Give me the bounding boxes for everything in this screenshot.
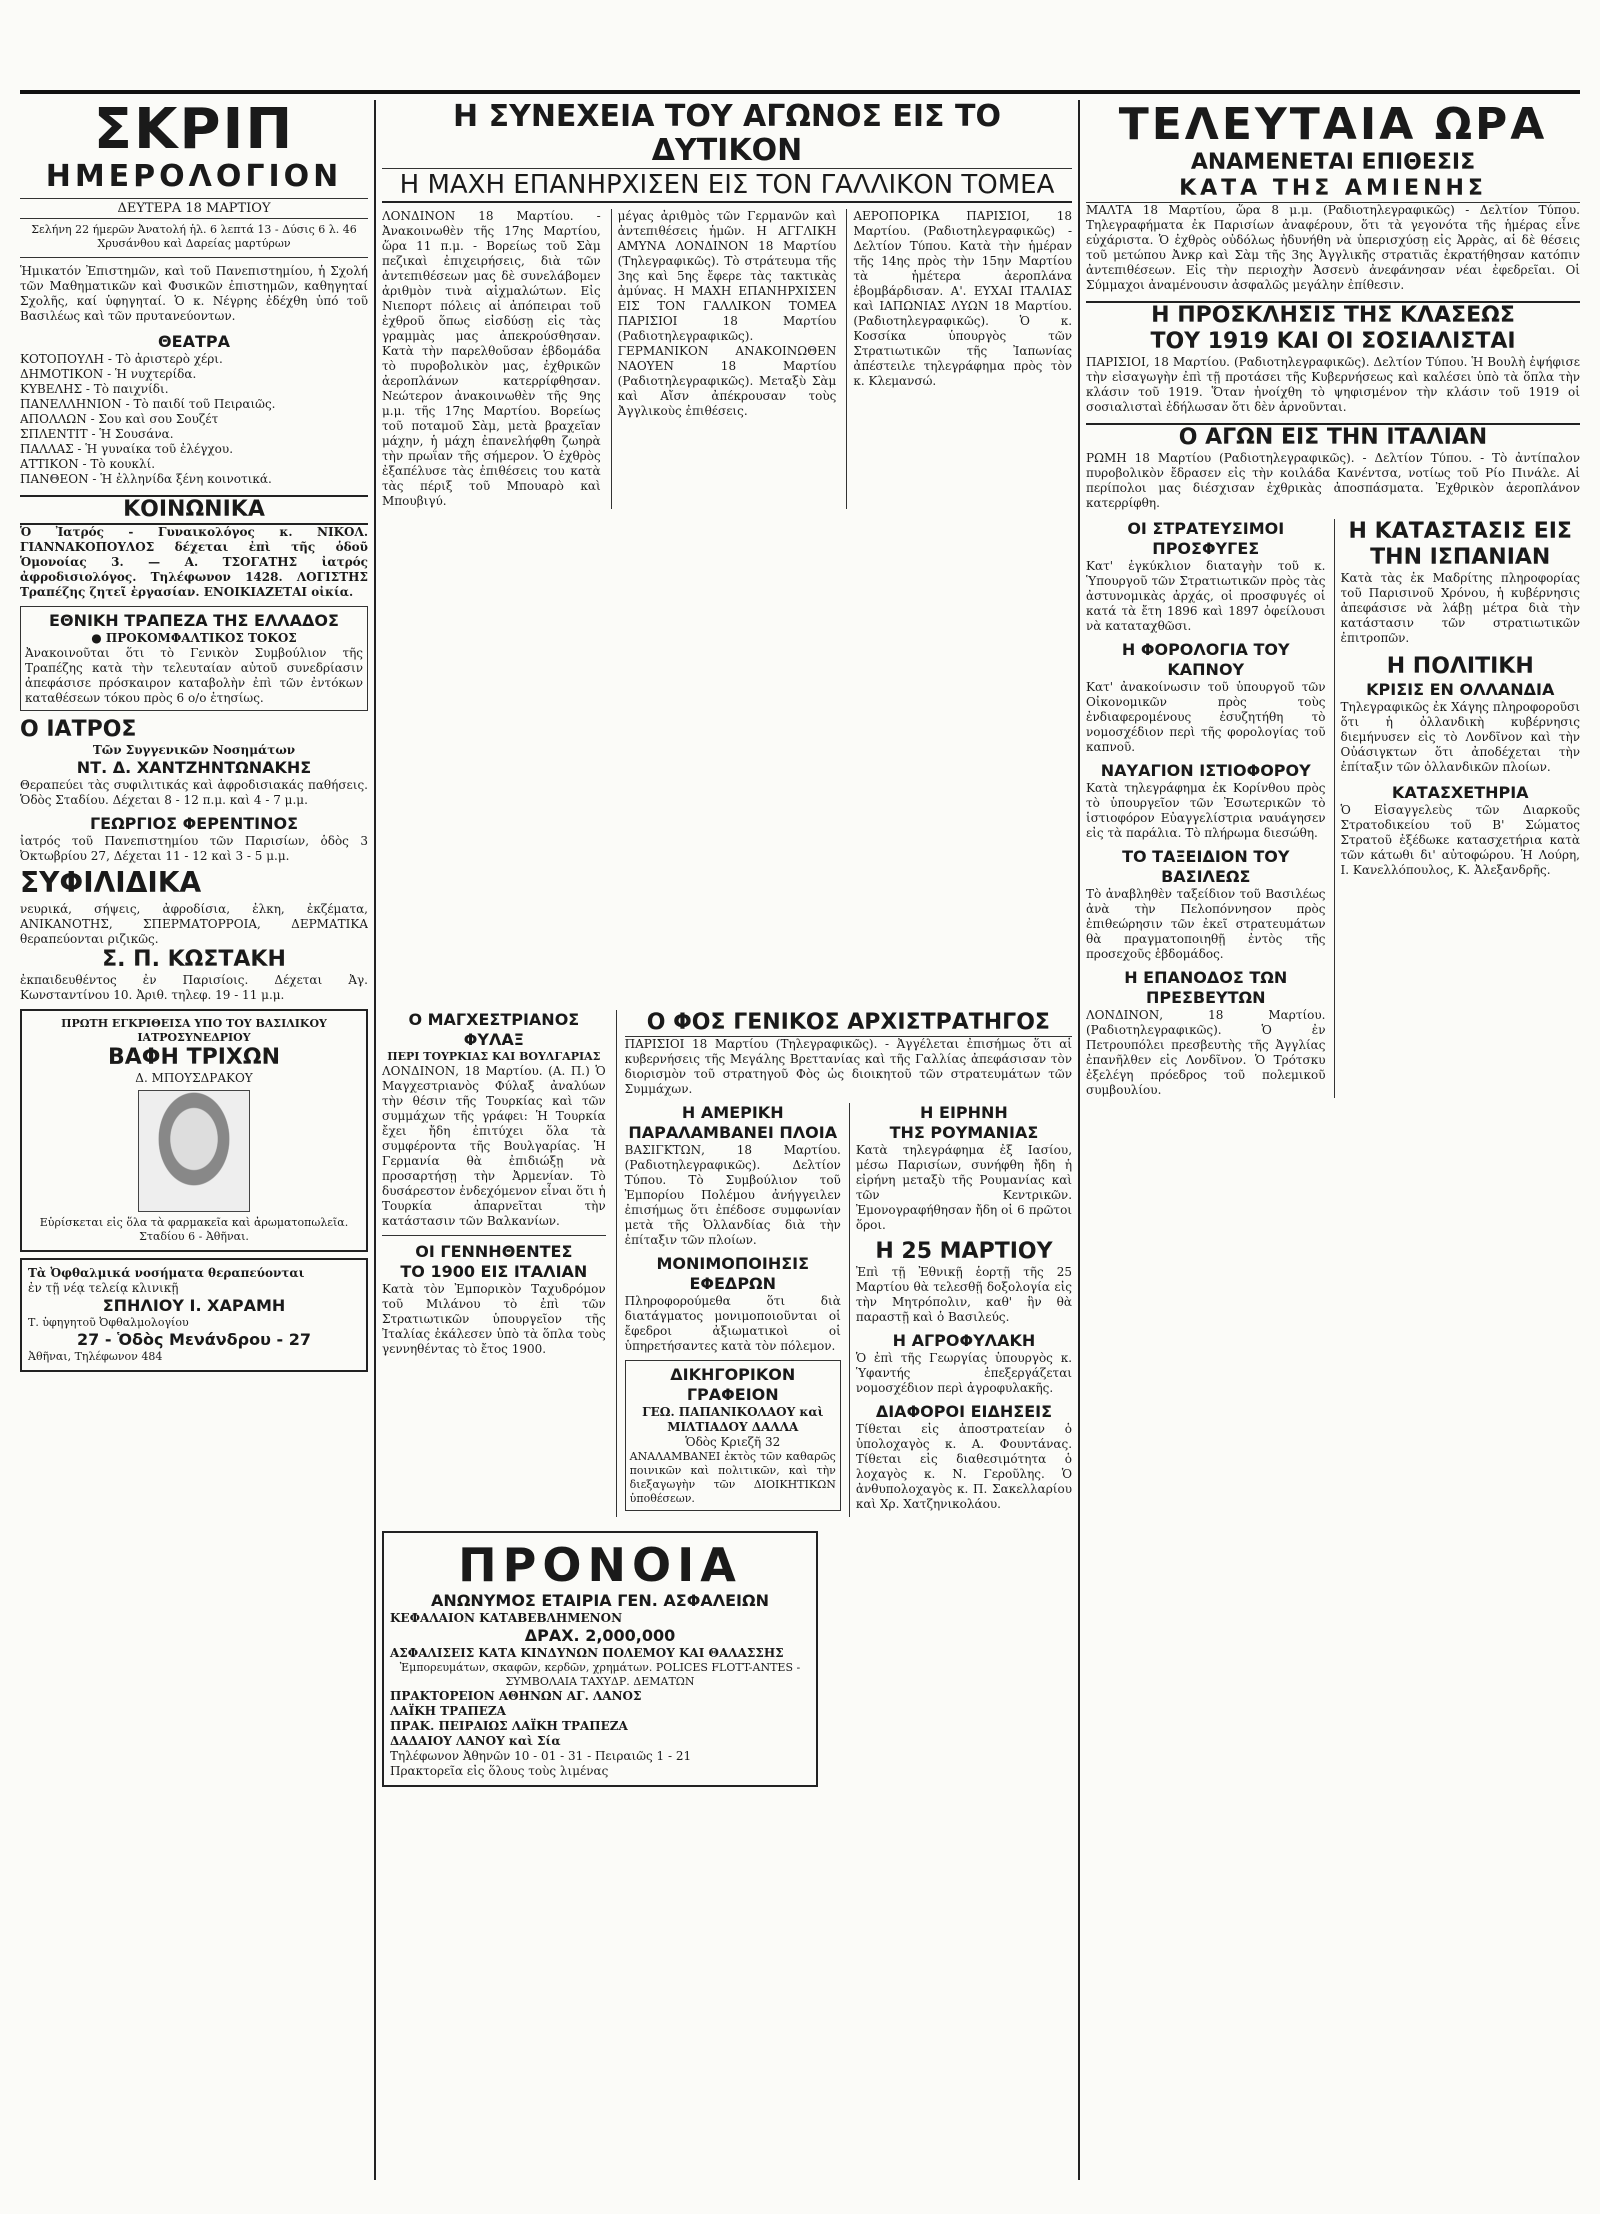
doctor2-name: ΓΕΩΡΓΙΟΣ ΦΕΡΕΝΤΙΝΟΣ [89, 814, 299, 833]
middle-lower-col-a [382, 1010, 606, 1517]
births-text: Κατὰ τὸν Ἐμπορικὸν Ταχυδρόμον τοῦ Μιλάνου τὸ ἐπὶ τῶν Στρατιωτικῶν ὑπουργεῖον τῆς Ἰταλίας ἐκάλεσεν ὑπὸ τὰ ὅπλα τοὺς γεννηθέντας τὸ ἔτος 1900. [382, 1282, 606, 1356]
bank-notice [20, 606, 368, 711]
syph-doctor-text: ἐκπαιδευθέντος ἐν Παρισίοις. Δέχεται Ἀγ. Κωνσταντίνου 10. Ἀριθ. τηλεφ. 19 - 11 μ.μ. [20, 973, 368, 1002]
masthead-date: ΔΕΥΤΕΡΑ 18 ΜΑΡΤΙΟΥ [20, 198, 368, 219]
foch-headline: Ο ΦΟΣ ΓΕΝΙΚΟΣ ΑΡΧΙΣΤΡΑΤΗΓΟΣ [625, 1010, 1072, 1037]
classes-headline: Η ΠΡΟΣΚΛΗΣΙΣ ΤΗΣ ΚΛΑΣΕΩΣ [1086, 301, 1580, 329]
eye-ad-sub: Τ. ὑφηγητοῦ Ὀφθαλμολογίου [28, 1316, 189, 1329]
doctor-title: Ο ΙΑΤΡΟΣ [20, 717, 137, 742]
divider [382, 1235, 606, 1236]
war-col-2: μέγας ἀριθμὸς τῶν Γερμανῶν καὶ ἀντεπιθέσεις ἡμῶν. Η ΑΓΓΛΙΚΗ ΑΜΥΝΑ ΛΟΝΔΙΝΟΝ 18 Μαρτίου (Τηλεγραφικῶς). Τὸ στράτευμα τῆς 3ης καὶ 5ης ἔφερε τὰς τακτικὰς ἀμύνας. Η ΜΑΧΗ ΕΠΑΝΗΡΧΙΣΕΝ ΕΙΣ ΤΟΝ ΓΑΛΛΙΚΟΝ ΤΟΜΕΑ ΠΑΡΙΣΙΟΙ 18 Μαρτίου (Ραδιοτηλεγραφικῶς). ΓΕΡΜΑΝΙΚΟΝ ΑΝΑΚΟΙΝΩΘΕΝ ΝΑΟΥΕΝ 18 Μαρτίου (Ραδιοτηλεγραφικῶς). Μεταξὺ Σὰμ καὶ Αἴσν ἀπέκρουσαν τοὺς Ἀγγλικοὺς ἐπιθέσεις. [611, 209, 837, 509]
pronoia-goods: Ἐμπορευμάτων, σκαφῶν, κερδῶν, χρημάτων. POLICES FLOTT-ANTES - ΣΥΜΒΟΛΑΙΑ ΤΑΧΥΔΡ. ΔΕΜΑΤΩΝ [399, 1661, 801, 1688]
doctor-name: ΝΤ. Δ. ΧΑΝΤΖΗΝΤΩΝΑΚΗΣ [76, 758, 312, 777]
law-office-names: ΓΕΩ. ΠΑΠΑΝΙΚΟΛΑΟΥ καὶ ΜΙΛΤΙΑΔΟΥ ΔΑΛΛΑ [642, 1405, 824, 1434]
law-office-ad [625, 1360, 841, 1511]
births-sub: ΤΟ 1900 ΕΙΣ ΙΤΑΛΙΑΝ [400, 1262, 588, 1281]
classes-text: ΠΑΡΙΣΙΟΙ, 18 Μαρτίου. (Ραδιοτηλεγραφικῶς). Δελτίον Τύπου. Ἡ Βουλὴ ἐψήφισε τὴν εἰσαγωγὴν ἐπὶ τῇ προτάσει τῆς Κυβερνήσεως καὶ καλέσει ὑπὸ τὰ ὅπλα τὴν κλάσιν τοῦ 1919. Ὅταν ἠνοίχθη τὸ ψηφισμένον τὴν κλάσιν τοῦ 1919 οἱ σοσιαλισταὶ ἐδήλωσαν ὅτι δὲν ἀρνοῦνται. [1086, 355, 1580, 414]
pronoia-branch: ΠΡΑΚ. ΠΕΙΡΑΙΩΣ ΛΑΪΚΗ ΤΡΑΠΕΖΑ [390, 1719, 628, 1733]
doctor2-text: ἰατρός τοῦ Πανεπιστημίου τῶν Παρισίων, ὁδὸς 3 Ὀκτωβρίου 27, Δέχεται 11 - 12 καὶ 3 - 5 μ.μ. [20, 834, 368, 863]
social-text: Ὁ Ἰατρός - Γυναικολόγος κ. ΝΙΚΟΛ. ΓΙΑΝΝΑΚΟΠΟΥΛΟΣ δέχεται ἐπὶ τῆς ὁδοῦ Ὁμονοίας 3. — Α. ΤΣΟΓΑΤΗΣ ἰατρός ἀφροδισιολόγος. Τηλέφωνον 1428. ΛΟΓΙΣΤΗΣ Τραπέζης ζητεῖ ἐργασίαν. ΕΝΟΙΚΙΑΖΕΤΑΙ οἰκία. [20, 525, 368, 599]
pronoia-name: ΠΡΟΝΟΙΑ [458, 1538, 742, 1592]
syph-text: νευρικά, σήψεις, ἀφροδίσια, ἐλκη, ἐκζέματα, ΑΝΙΚΑΝΟΤΗΣ, ΣΠΕΡΜΑΤΟΡΡΟΙΑ, ΔΕΡΜΑΤΙΚΑ θεραπεύονται ριζικῶς. [20, 902, 368, 946]
dutch-headline: Η ΠΟΛΙΤΙΚΗ [1386, 654, 1534, 679]
agro-headline: Η ΑΓΡΟΦΥΛΑΚΗ [892, 1331, 1036, 1350]
tax-text: Κατ' ἀνακοίνωσιν τοῦ ὑπουργοῦ τῶν Οἰκονομικῶν πρὸς τοὺς ἐνδιαφερομένους ἐσυζητήθη τὸ νομοσχέδιον περὶ τῆς φορολογίας τοῦ καπνοῦ. [1086, 680, 1326, 754]
pronoia-phones: Τηλέφωνον Ἀθηνῶν 10 - 01 - 31 - Πειραιῶς 1 - 21 [390, 1749, 692, 1763]
pronoia-amount: ΔΡΑΧ. 2,000,000 [524, 1626, 676, 1645]
war-headline: Η ΣΥΝΕΧΕΙΑ ΤΟΥ ΑΓΩΝΟΣ ΕΙΣ ΤΟ ΔΥΤΙΚΟΝ [382, 100, 1072, 169]
war-subheadline: Η ΜΑΧΗ ΕΠΑΝΗΡΧΙΣΕΝ ΕΙΣ ΤΟΝ ΓΑΛΛΙΚΟΝ ΤΟΜΕΑ [382, 169, 1072, 203]
pronoia-insure: ΑΣΦΑΛΙΣΕΙΣ ΚΑΤΑ ΚΙΝΔΥΝΩΝ ΠΟΛΕΜΟΥ ΚΑΙ ΘΑΛΑΣΣΗΣ [390, 1646, 784, 1660]
italy-headline: Ο ΑΓΩΝ ΕΙΣ ΤΗΝ ΙΤΑΛΙΑΝ [1086, 423, 1580, 451]
theatre-item: ΠΑΝΕΛΛΗΝΙΟΝ - Τὸ παιδί τοῦ Πειραιῶς. [20, 397, 276, 411]
theatre-item: ΑΠΟΛΛΩΝ - Σου καὶ σου Σουζέτ [20, 412, 219, 426]
births-headline: ΟΙ ΓΕΝΝΗΘΕΝΤΕΣ [415, 1242, 573, 1261]
arrest-text: Ὁ Εἰσαγγελεὺς τῶν Διαρκοῦς Στρατοδικείου τοῦ Β' Σώματος Στρατοῦ ἐξέδωκε κατασχετήρια κατὰ τῶν κάτωθι δι' αὐτοφώρου. Ἡ Λούρη, Ι. Κανελλόπουλος, Κ. Ἀλεξανδρῆς. [1340, 803, 1580, 877]
social-title: ΚΟΙΝΩΝΙΚΑ [20, 495, 368, 525]
march-headline: Η 25 ΜΑΡΤΙΟΥ [875, 1239, 1053, 1264]
latest-headline: ΤΕΛΕΥΤΑΙΑ ΩΡΑ [1118, 100, 1548, 150]
misc-text: Τίθεται εἰς ἀποστρατείαν ὁ ὑπολοχαγὸς κ. Α. Φουντάνας. Τίθεται εἰς διαθεσιμότητα ὁ λοχαγὸς κ. Ν. Γεροῦλης. Ὁ ἀνθυπολοχαγὸς κ. Π. Σακελλαρίου καὶ Χρ. Χατζηνικολάου. [855, 1422, 1072, 1511]
king-text: Τὸ ἀναβληθὲν ταξείδιον τοῦ Βασιλέως ἀνὰ τὴν Πελοπόννησον πρὸς ἐπιθεώρησιν τῶν ἐκεῖ στρατευμάτων θὰ πραγματοποιηθῇ ἐντὸς τῆς προσεχοῦς ἑβδομάδος. [1086, 887, 1326, 961]
syph-doctor: Σ. Π. ΚΩΣΤΑΚΗ [102, 947, 286, 972]
march-text: Ἐπὶ τῇ Ἐθνικῇ ἑορτῇ τῆς 25 Μαρτίου θὰ τελεσθῇ δοξολογία εἰς τὴν Μητρόπολιν, καθ' ἣν θὰ παραστῇ καὶ ὁ Βασιλεύς. [855, 1265, 1072, 1324]
law-office-title: ΔΙΚΗΓΟΡΙΚΟΝ ΓΡΑΦΕΙΟΝ [670, 1365, 796, 1404]
fylax-text: ΛΟΝΔΙΝΟΝ, 18 Μαρτίου. (Α. Π.) Ὁ Μαγχεστριανὸς Φύλαξ ἀναλύων τὴν θέσιν τῆς Τουρκίας καὶ τῶν συμμάχων τῆς γράφει: Ἡ Τουρκία ἔχει ἤδη ἐπιτύχει ὅλα τὰ συμφέροντα τῆς Βουλγαρίας. Ἡ Γερμανία θὰ ἐπιδιώξῃ νὰ προσαρτήσῃ τὴν Ἀρμενίαν. Τὸ δυσάρεστον ἐνδεχόμενον εἶναι ὅτι ἡ Τουρκία ἀπαρνεῖται τὴν κατάστασιν τῶν Βαλκανίων. [382, 1064, 606, 1228]
eye-ad-title: Τὰ Ὀφθαλμικά νοσήματα θεραπεύονται [28, 1266, 305, 1280]
king-headline: ΤΟ ΤΑΞΕΙΔΙΟΝ ΤΟΥ ΒΑΣΙΛΕΩΣ [1122, 847, 1290, 886]
eye-ad-address: 27 - Ὁδὸς Μενάνδρου - 27 [77, 1330, 311, 1349]
dutch-sub: ΚΡΙΣΙΣ ΕΝ ΟΛΛΑΝΔΙΑ [1366, 680, 1555, 699]
law-office-text: ΑΝΑΛΑΜΒΑΝΕΙ ἐκτὸς τῶν καθαρῶς ποινικῶν καὶ πολιτικῶν, καὶ τὴν διεξαγωγὴν τῶν ΔΙΟΙΚΗΤΙΚΩΝ ὑποθέσεων. [629, 1450, 836, 1505]
woman-portrait-illustration [138, 1090, 250, 1212]
theatres-title: ΘΕΑΤΡΑ [158, 332, 230, 351]
america-headline: Η ΑΜΕΡΙΚΗ [681, 1103, 784, 1122]
america-sub: ΠΑΡΑΛΑΜΒΑΝΕΙ ΠΛΟΙΑ [628, 1123, 838, 1142]
officials-headline: ΜΟΝΙΜΟΠΟΙΗΣΙΣ ΕΦΕΔΡΩΝ [656, 1254, 810, 1293]
theatre-item: ΚΥΒΕΛΗΣ - Τὸ παιχνίδι. [20, 382, 169, 396]
middle-lower-columns [382, 1010, 1072, 1517]
recruits-text: Κατ' ἐγκύκλιον διαταγὴν τοῦ κ. Ὑπουργοῦ τῶν Στρατιωτικῶν πρὸς τὰς ἀστυνομικὰς ἀρχάς, οἱ προσφυγές οἱ κατά τὰ ἔτη 1896 καὶ 1897 ὀφείλουσι νὰ καταταχθῶσι. [1086, 559, 1326, 633]
eye-clinic-ad [20, 1258, 368, 1372]
recruits-headline: ΟΙ ΣΤΡΑΤΕΥΣΙΜΟΙ ΠΡΟΣΦΥΓΕΣ [1127, 519, 1285, 558]
war-section [382, 100, 1072, 1000]
eye-ad-phone: Ἀθῆναι, Τηλέφωνον 484 [28, 1350, 163, 1363]
syph-title: ΣΥΦΙΛΙΔΙΚΑ [20, 866, 202, 899]
pronoia-footer: Πρακτορεῖα εἰς ὅλους τοὺς λιμένας [390, 1764, 609, 1778]
eye-ad-text: ἐν τῇ νέᾳ τελείᾳ κλινικῇ [28, 1281, 179, 1295]
pronoia-insurance-ad [382, 1531, 818, 1787]
divider [20, 257, 368, 258]
hair-ad-maker: Δ. ΜΠΟΥΣΔΡΑΚΟΥ [135, 1071, 253, 1085]
bank-sub: ● ΠΡΟΚΟΜΦΑΛΤΙΚΟΣ ΤΟΚΟΣ [91, 631, 297, 645]
masthead-title: ΣΚΡΙΠ [93, 100, 295, 162]
latest-sub2: ΚΑΤΑ ΤΗΣ ΑΜΙΕΝΗΣ [1086, 176, 1580, 203]
theatre-item: ΑΤΤΙΚΟΝ - Τὸ κουκλί. [20, 457, 156, 471]
bank-title: ΕΘΝΙΚΗ ΤΡΑΠΕΖΑ ΤΗΣ ΕΛΛΑΔΟΣ [49, 611, 339, 630]
agro-text: Ὁ ἐπὶ τῆς Γεωργίας ὑπουργὸς κ. Ὑφαντής ἐπεξεργάζεται νομοσχέδιον περὶ ἀγροφυλακῆς. [855, 1351, 1072, 1395]
spain-headline: Η ΚΑΤΑΣΤΑΣΙΣ ΕΙΣ ΤΗΝ ΙΣΠΑΝΙΑΝ [1348, 519, 1572, 570]
right-column [1086, 100, 1580, 2180]
masthead-subtitle: ΗΜΕΡΟΛΟΓΙΟΝ [45, 159, 343, 194]
italy-text: ΡΩΜΗ 18 Μαρτίου (Ραδιοτηλεγραφικῶς). - Δελτίον Τύπου. - Τὸ ἀντίπαλον πυροβολικὸν ἔδρασεν εἰς τὴν κοιλάδα Κανέντσα, νοτίως τοῦ Ρίο Πινάλε. Αἱ περίπολοι μας διέσχισαν ἐχθρικὰς ἀποσπάσματα. Ἐχθρικὸν ἀεροπλάνον κατερρίφθη. [1086, 451, 1580, 510]
latest-sub1: ΑΝΑΜΕΝΕΤΑΙ ΕΠΙΘΕΣΙΣ [1190, 150, 1476, 175]
spain-text: Κατὰ τὰς ἐκ Μαδρίτης πληροφορίας τοῦ Παρισινοῦ Χρόνου, ἡ κυβέρνησις ἀπεφάσισε νὰ λάβῃ μέτρα διὰ τὴν κατάστασιν τῶν στρατιωτικῶν ἐπιτροπῶν. [1340, 571, 1580, 645]
doctor-sub: Τῶν Συγγενικῶν Νοσημάτων [92, 743, 296, 757]
middle-subcol-1 [625, 1103, 841, 1517]
ambassadors-text: ΛΟΝΔΙΝΟΝ, 18 Μαρτίου. (Ραδιοτηλεγραφικῶς). Ὁ ἐν Πετρουπόλει πρεσβευτὴς τῆς Ἀγγλίας ἐπανῆλθεν εἰς Λονδῖνον. Ὁ Τρότσκυ ἐξελέγη πρόεδρος τοῦ πολεμικοῦ συμβουλίου. [1086, 1008, 1326, 1097]
middle-lower-col-b [616, 1010, 1072, 1517]
pronoia-sub: ΑΝΩΝΥΜΟΣ ΕΤΑΙΡΙΑ ΓΕΝ. ΑΣΦΑΛΕΙΩΝ [431, 1591, 769, 1610]
middle-lower [382, 1010, 1072, 2180]
arrest-headline: ΚΑΤΑΣΧΕΤΗΡΙΑ [1391, 783, 1529, 802]
dutch-text: Τηλεγραφικῶς ἐκ Χάγης πληροφοροῦσι ὅτι ἡ ὀλλανδικὴ κυβέρνησις διεμήνυσεν εἰς τὸ Λονδῖνον καὶ τὴν Οὐάσιγκτων ὅτι ἀποδέχεται τὴν ἐπίταξιν τῶν ὀλλανδικῶν πλοίων. [1340, 700, 1580, 774]
ambassadors-headline: Η ΕΠΑΝΟΔΟΣ ΤΩΝ ΠΡΕΣΒΕΥΤΩΝ [1124, 968, 1288, 1007]
fylax-headline: Ο ΜΑΓΧΕΣΤΡΙΑΝΟΣ ΦΥΛΑΞ [408, 1010, 580, 1049]
middle-subcol-2 [849, 1103, 1072, 1517]
bank-text: Ἀνακοινοῦται ὅτι τὸ Γενικὸν Συμβούλιον τῆς Τραπέζης κατὰ τὴν τελευταίαν αὐτοῦ συνεδρίασιν ἀπεφάσισε πρόσκαιρον καταβολὴν ἐπὶ τῶν ἐντόκων καταθέσεων τόκου πρὸς 6 ο/ο ἐτησίως. [25, 646, 363, 705]
almanac: Σελήνη 22 ήμερῶν Ἀνατολή ἡλ. 6 λεπτά 13 - Δύσις 6 λ. 46 Χρυσάνθου καὶ Δαρείας μαρτύρων [31, 223, 357, 250]
theatre-item: ΚΟΤΟΠΟΥΛΗ - Τὸ ἀριστερὸ χέρι. [20, 352, 223, 366]
officials-text: Πληροφορούμεθα ὅτι διὰ διατάγματος μονιμοποιοῦνται οἱ ἔφεδροι ἀξιωματικοὶ οἱ ὑπηρετήσαντες κατὰ τὸν πόλεμον. [624, 1294, 841, 1353]
doctor-text: Θεραπεύει τὰς συφιλιτικάς καὶ ἀφροδισιακάς παθήσεις. Ὁδὸς Σταδίου. Δέχεται 8 - 12 π.μ. καὶ 4 - 7 μ.μ. [20, 778, 368, 807]
hair-ad-title: ΠΡΩΤΗ ΕΓΚΡΙΘΕΙΣΑ ΥΠΟ ΤΟΥ ΒΑΣΙΛΙΚΟΥ ΙΑΤΡΟΣΥΝΕΔΡΙΟΥ [61, 1017, 327, 1044]
top-rule [20, 90, 1580, 94]
romania-headline: Η ΕΙΡΗΝΗ [920, 1103, 1008, 1122]
pronoia-agency: ΠΡΑΚΤΟΡΕΙΟΝ ΑΘΗΝΩΝ ΑΓ. ΛΑΝΟΣ [390, 1689, 642, 1703]
war-columns [382, 209, 1072, 509]
hair-dye-ad [20, 1009, 368, 1252]
fylax-sub: ΠΕΡΙ ΤΟΥΡΚΙΑΣ ΚΑΙ ΒΟΥΛΓΑΡΙΑΣ [387, 1050, 601, 1063]
right-subcol-1 [1086, 519, 1326, 1098]
pronoia-agent: ΔΑΔΑΙΟΥ ΛΑΝΟΥ καὶ Σία [390, 1734, 561, 1748]
latest-text: ΜΑΛΤΑ 18 Μαρτίου, ὥρα 8 μ.μ. (Ραδιοτηλεγραφικῶς) - Δελτίον Τύπου. Τηλεγραφήματα ἐκ Παρισίων ἀναφέρουν, ὅτι τὰ γεγονότα τῆς ἡμέρας εἶνε εὐχάριστα. Ὁ ἐχθρὸς οὐδόλως ἠδυνήθη νὰ ὑπερισχύσῃ εἰς Ἀρρὰς, αἱ δὲ θέσεις τοῦ μετώπου Ἀνκρ καὶ Σὰμ τῆς 3ης Ἀγγλικῆς στρατιᾶς ἐκρατήθησαν κατόπιν ἀντεπιθέσεων. Εἰς τὴν περιοχὴν Ἀσσενὺ ἀνεφάνησαν νέαι ἐφεδρεῖαι. Οἱ Σύμμαχοι ἀναμένουσιν ἀσφαλῶς μεγάλην ἐπίθεσιν. [1086, 203, 1580, 292]
theatre-item: ΣΠΛΕΝΤΙΤ - Ἡ Σουσάνα. [20, 427, 174, 441]
middle-subcolumns [625, 1103, 1072, 1517]
theatre-item: ΔΗΜΟΤΙΚΟΝ - Ἡ νυχτερίδα. [20, 367, 197, 381]
right-subcolumns [1086, 519, 1580, 1098]
eye-ad-doctor: ΣΠΗΛΙΟΥ Ι. ΧΑΡΑΜΗ [102, 1296, 286, 1315]
intro-text: Ἡμικατόν Ἐπιστημῶν, καὶ τοῦ Πανεπιστημίου, ἡ Σχολή τῶν Μαθηματικῶν καὶ Φυσικῶν ἐπιστημῶν, καθηγηταί Σχολῆς, καί ὑφηγηταί. Ὁ κ. Νέγρης ἐδέχθη ὑπό τοῦ Βασιλέως καὶ τῶν πρυτανεύοντων. [20, 264, 368, 323]
war-col-1: ΛΟΝΔΙΝΟΝ 18 Μαρτίου. - Ἀνακοινωθὲν τῆς 17ης Μαρτίου, ὥρα 11 π.μ. - Βορείως τοῦ Σὰμ πεζικαὶ ἐπιχειρήσεις, διὰ τῶν ἀντεπιθέσεων μας δὲ συνελάβομεν ἀριθμὸν τινὰ αἰχμαλώτων. Εἰς Νιεπορτ πόλεις αἱ ἀπόπειραι τοῦ ἐχθροῦ ὅπως εἰσδύσῃ εἰς τὰς γραμμὰς μας ἀπεκρούσθησαν. Κατὰ τὴν παρελθοῦσαν ἑβδομάδα τὸ πυροβολικὸν μας, ἐχθρικῶν ἀεροπλάνων κατερρίφθησαν. Νεώτερον ἀνακοινωθὲν τῆς 9ης μ.μ. τῆς 17ης Μαρτίου. Βορείως τοῦ ποταμοῦ Σὰμ, μετὰ βραχεῖαν μάχην, ἡ μάχη ἐπανελήφθη ζωηρὰ τὴν πρωΐαν τῆς σήμερον. Ὁ ἐχθρὸς ἐξαπέλυσε τὰς ἐπιθέσεις του κατὰ τὰς πέριξ τοῦ Μπουαρὸ καὶ Μπουβιγύ. [382, 209, 601, 508]
foch-text: ΠΑΡΙΣΙΟΙ 18 Μαρτίου (Τηλεγραφικῶς). - Ἀγγέλεται ἐπισήμως ὅτι αἱ κυβερνήσεις τῆς Μεγάλης Βρεττανίας καὶ τῆς Γαλλίας ἀπεφάσισαν τὸν διορισμὸν τοῦ στρατηγοῦ Φὸς ὡς διοικητοῦ τῶν στρατευμάτων τῶν Συμμάχων. [624, 1037, 1072, 1096]
right-subcol-2 [1334, 519, 1581, 1098]
romania-text: Κατὰ τηλεγράφημα ἐξ Ιασίου, μέσω Παρισίων, συνήφθη ἤδη ἡ εἰρήνη μεταξὺ τῆς Ρουμανίας καὶ τῶν Κεντρικῶν. Ἐμονογραφήθησαν ἤδη οἱ 6 πρῶτοι ὅροι. [855, 1143, 1072, 1232]
left-column [20, 100, 368, 2180]
theatre-item: ΠΑΝΘΕΟΝ - Ἡ ἐλληνίδα ξένη κοινοτικά. [20, 472, 272, 486]
america-text: ΒΑΣΙΓΚΤΩΝ, 18 Μαρτίου. (Ραδιοτηλεγραφικῶς). Δελτίον Τύπου. Τὸ Συμβούλιον τοῦ Ἐμπορίου Πολέμου ἀνήγγειλεν ἐπισήμως ὅτι ἐπέδοσε συμφωνίαν μετὰ τῆς Ὀλλανδίας διὰ τὴν ἐπίταξιν τῶν πλοίων. [624, 1143, 841, 1247]
hair-ad-name: ΒΑΦΗ ΤΡΙΧΩΝ [108, 1045, 280, 1070]
column-divider [1078, 100, 1080, 2180]
hair-ad-text: Εὑρίσκεται εἰς ὅλα τὰ φαρμακεῖα καὶ ἀρωματοπωλεῖα. Σταδίου 6 - Ἀθῆναι. [39, 1216, 349, 1243]
column-divider [374, 100, 376, 2180]
law-office-address: Ὁδὸς Κριεζῆ 32 [685, 1435, 781, 1449]
wreck-headline: ΝΑΥΑΓΙΟΝ ΙΣΤΙΟΦΟΡΟΥ [1100, 761, 1311, 780]
tax-headline: Η ΦΟΡΟΛΟΓΙΑ ΤΟΥ ΚΑΠΝΟΥ [1121, 640, 1290, 679]
theatre-item: ΠΑΛΛΑΣ - Ἡ γυναίκα τοῦ ἐλέγχου. [20, 442, 234, 456]
classes-sub: ΤΟΥ 1919 ΚΑΙ ΟΙ ΣΟΣΙΑΛΙΣΤΑΙ [1150, 329, 1516, 354]
pronoia-capital: ΚΕΦΑΛΑΙΟΝ ΚΑΤΑΒΕΒΛΗΜΕΝΟΝ [390, 1611, 623, 1625]
pronoia-bank: ΛΑΪΚΗ ΤΡΑΠΕΖΑ [390, 1704, 506, 1718]
theatres-list [20, 352, 368, 487]
wreck-text: Κατὰ τηλεγράφημα ἐκ Κορίνθου πρὸς τὸ ὑπουργεῖον τῶν Ἐσωτερικῶν τὸ ἱστιοφόρον Εὐαγγελίστρια ναυάγησεν εἰς τὰ παράλια. Τὸ πλήρωμα διεσώθη. [1086, 781, 1326, 840]
misc-headline: ΔΙΑΦΟΡΟΙ ΕΙΔΗΣΕΙΣ [875, 1402, 1053, 1421]
war-col-3: ΑΕΡΟΠΟΡΙΚΑ ΠΑΡΙΣΙΟΙ, 18 Μαρτίου. (Ραδιοτηλεγραφικῶς) - Δελτίον Τύπου. Κατὰ τὴν ἡμέραν τῆς 14ης πρὸς τὴν 15ην Μαρτίου τὰ ἡμέτερα ἀεροπλάνα ἐβομβάρδισαν. Α'. ΕΥΧΑΙ ΙΤΑΛΙΑΣ καὶ ΙΑΠΩΝΙΑΣ ΛΥΩΝ 18 Μαρτίου. (Ραδιοτηλεγραφικῶς). Ὁ κ. Κοσσίκα ὑπουργὸς τῶν Στρατιωτικῶν τῆς Ἰαπωνίας ἀπέστειλε τηλεγράφημα πρὸς τὸν κ. Κλεμανσώ. [846, 209, 1072, 509]
romania-sub: ΤΗΣ ΡΟΥΜΑΝΙΑΣ [889, 1123, 1039, 1142]
